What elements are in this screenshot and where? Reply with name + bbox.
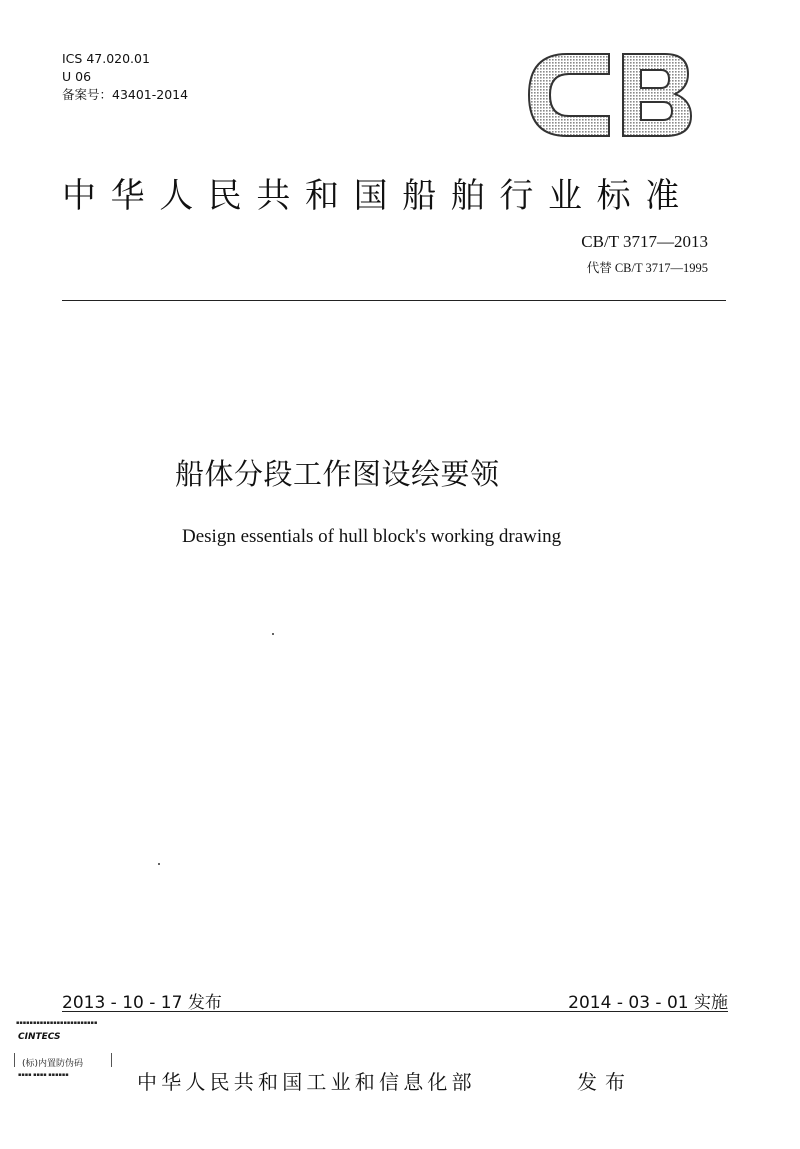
speck [158, 863, 160, 865]
record-number: 备案号：43401-2014 [62, 87, 189, 102]
stamp-label: (标)内置防伪码 [22, 1059, 84, 1069]
stamp-fineprint: ▪▪▪▪▪▪▪▪▪▪▪▪▪▪▪▪▪▪▪▪▪▪▪▪ [16, 1020, 98, 1026]
anti-counterfeit-stamp [14, 1020, 114, 1082]
publish-label: 发布 [577, 1070, 633, 1094]
standard-title: 中华人民共和国船舶行业标准 [62, 176, 694, 216]
header-divider [62, 300, 726, 301]
issuing-authority: 中华人民共和国工业和信息化部 [137, 1070, 476, 1094]
standard-code: CB/T 3717—2013 [581, 232, 708, 251]
stamp-fineprint: ▪▪▪▪ ▪▪▪▪ ▪▪▪▪▪▪ [18, 1072, 69, 1078]
cb-logo [525, 50, 693, 140]
issue-date: 2013 - 10 - 17 发布 [62, 993, 222, 1013]
classification-code: U 06 [62, 69, 92, 84]
document-title-en: Design essentials of hull block's working drawing [182, 526, 562, 547]
ics-code: ICS 47.020.01 [62, 51, 150, 66]
stamp-brand: CINTECS [18, 1032, 61, 1042]
replaces-code: 代替 CB/T 3717—1995 [586, 261, 708, 275]
effective-date: 2014 - 03 - 01 实施 [568, 993, 728, 1013]
document-title-cn: 船体分段工作图设绘要领 [175, 457, 500, 491]
document-meta [62, 50, 188, 104]
footer-divider [62, 1011, 728, 1012]
speck [272, 633, 274, 635]
